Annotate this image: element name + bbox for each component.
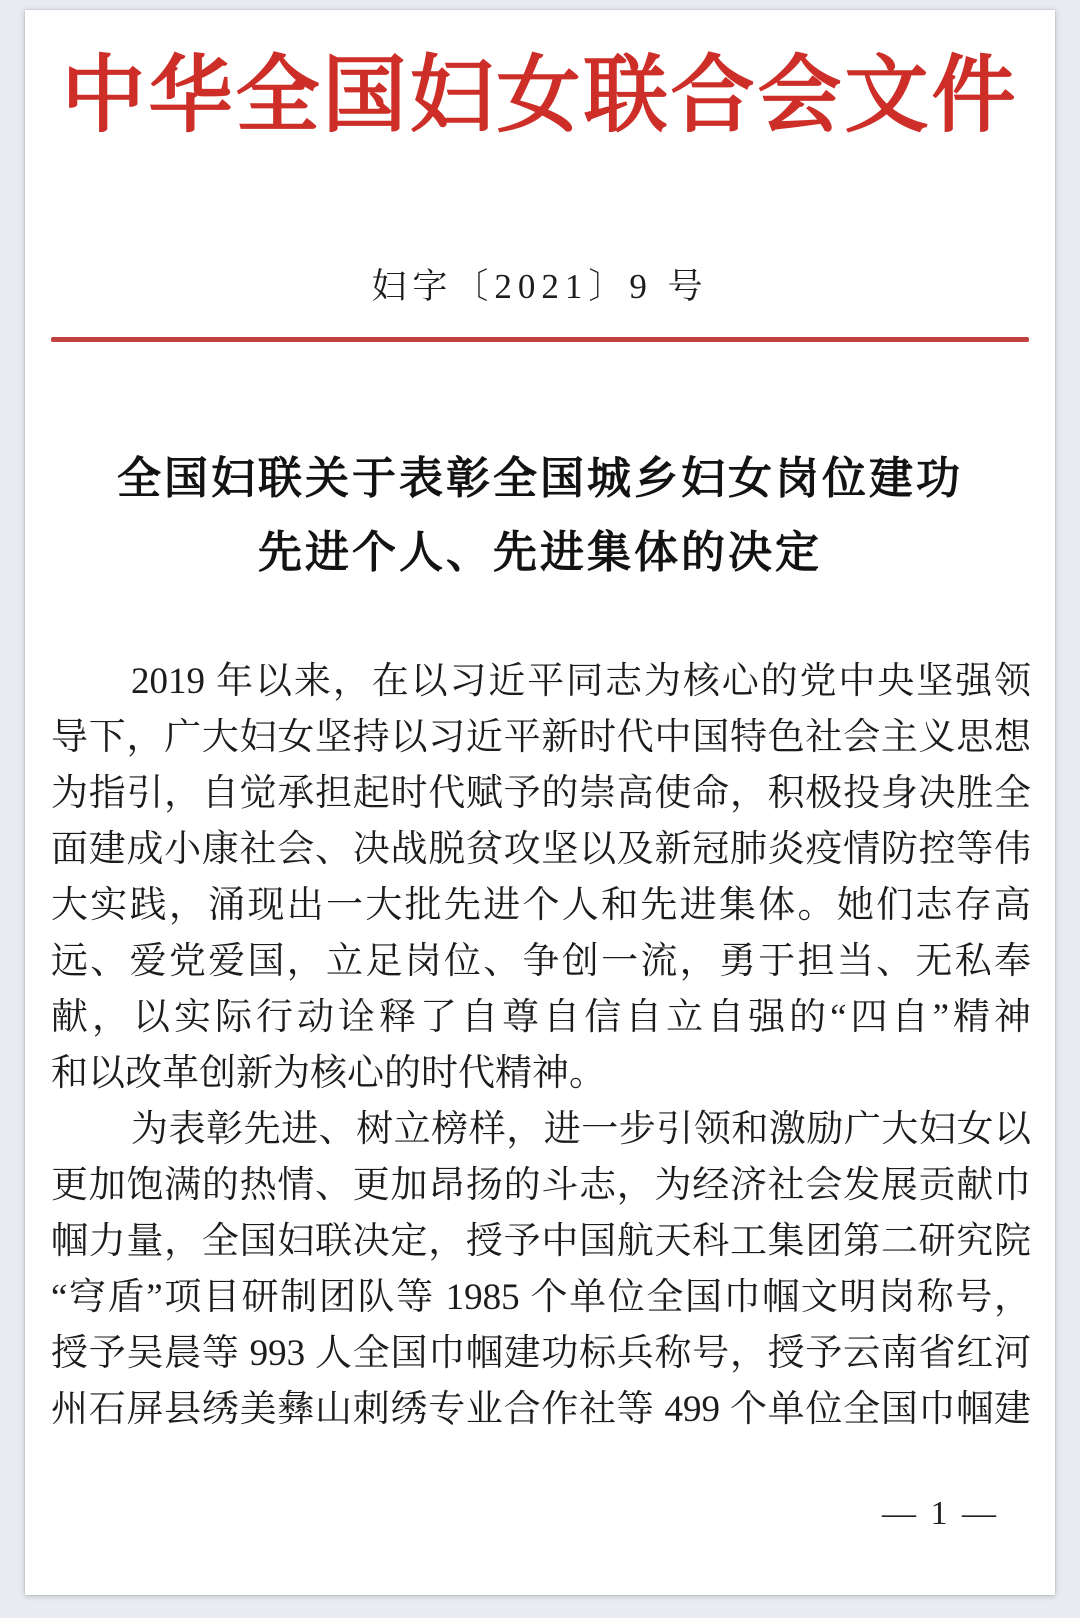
body-line: 州石屏县绣美彝山刺绣专业合作社等 499 个单位全国巾帼建 <box>51 1389 1031 1430</box>
body-line: “穹盾”项目研制团队等 1985 个单位全国巾帼文明岗称号， <box>51 1277 1031 1318</box>
document-title <box>25 442 1055 590</box>
body-line: 和以改革创新为核心的时代精神。 <box>51 1053 606 1094</box>
body-line: 大实践，涌现出一大批先进个人和先进集体。她们志存高 <box>51 885 1031 926</box>
document-number: 妇字〔2021〕9 号 <box>371 267 709 306</box>
body-line: 授予吴晨等 993 人全国巾帼建功标兵称号，授予云南省红河 <box>51 1333 1031 1374</box>
body-line: 为表彰先进、树立榜样，进一步引领和激励广大妇女以 <box>131 1109 1031 1150</box>
body-line: 导下，广大妇女坚持以习近平新时代中国特色社会主义思想 <box>51 717 1031 758</box>
body-line: 远、爱党爱国，立足岗位、争创一流，勇于担当、无私奉 <box>51 941 1031 982</box>
document-page <box>25 10 1055 1595</box>
red-divider-rule <box>51 337 1029 342</box>
page-number: — 1 — <box>882 1495 999 1532</box>
body-line: 更加饱满的热情、更加昂扬的斗志，为经济社会发展贡献巾 <box>51 1165 1031 1206</box>
document-title-line-1: 全国妇联关于表彰全国城乡妇女岗位建功 <box>117 454 963 503</box>
body-line: 2019 年以来，在以习近平同志为核心的党中央坚强领 <box>131 661 1031 702</box>
document-header-banner: 中华全国妇女联合会文件 <box>61 50 1019 143</box>
body-line: 面建成小康社会、决战脱贫攻坚以及新冠肺炎疫情防控等伟 <box>51 829 1031 870</box>
document-title-line-2: 先进个人、先进集体的决定 <box>258 528 822 577</box>
body-line: 为指引，自觉承担起时代赋予的崇高使命，积极投身决胜全 <box>51 773 1031 814</box>
body-line: 帼力量，全国妇联决定，授予中国航天科工集团第二研究院 <box>51 1221 1031 1262</box>
body-line: 献，以实际行动诠释了自尊自信自立自强的“四自”精神 <box>51 997 1031 1038</box>
document-body <box>51 654 1031 1438</box>
